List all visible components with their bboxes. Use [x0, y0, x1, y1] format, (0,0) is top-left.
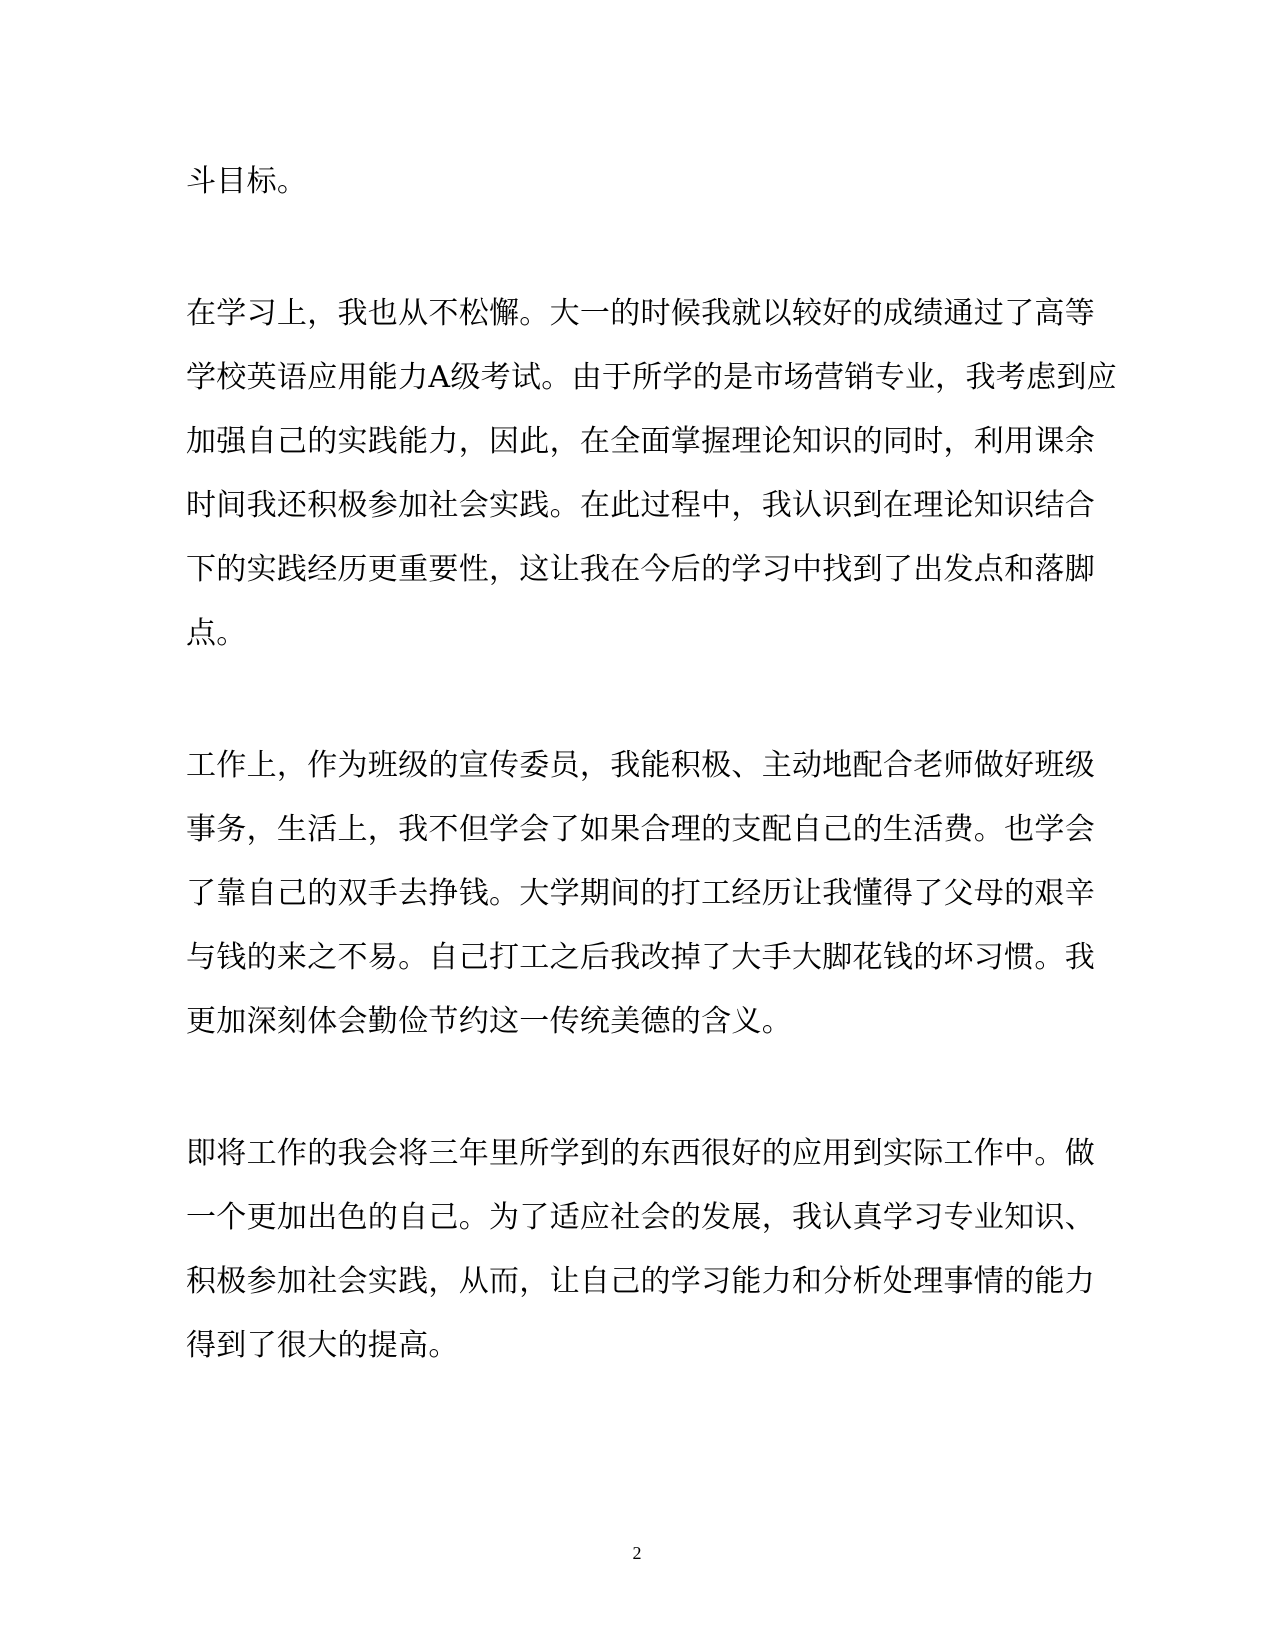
paragraph-4-line-3: 积极参加社会实践，从而，让自己的学习能力和分析处理事情的能力 — [186, 1264, 1095, 1299]
paragraph-2-line-5: 下的实践经历更重要性，这让我在今后的学习中找到了出发点和落脚 — [186, 552, 1095, 587]
page-number: 2 — [632, 1543, 642, 1563]
paragraph-3-line-2: 事务，生活上，我不但学会了如果合理的支配自己的生活费。也学会 — [186, 812, 1095, 847]
paragraph-2-line-3: 加强自己的实践能力，因此，在全面掌握理论知识的同时，利用课余 — [186, 424, 1095, 459]
paragraph-4-line-4: 得到了很大的提高。 — [186, 1328, 459, 1363]
paragraph-3-line-3: 了靠自己的双手去挣钱。大学期间的打工经历让我懂得了父母的艰辛 — [186, 876, 1095, 911]
paragraph-2-line-4: 时间我还积极参加社会实践。在此过程中，我认识到在理论知识结合 — [186, 488, 1095, 523]
paragraph-3-line-5: 更加深刻体会勤俭节约这一传统美德的含义。 — [186, 1004, 792, 1039]
paragraph-2-line-2: 学校英语应用能力A级考试。由于所学的是市场营销专业，我考虑到应 — [186, 360, 1117, 395]
paragraph-2-line-1: 在学习上，我也从不松懈。大一的时候我就以较好的成绩通过了高等 — [186, 296, 1095, 331]
paragraph-2-line-6: 点。 — [186, 616, 247, 651]
paragraph-4-line-1: 即将工作的我会将三年里所学到的东西很好的应用到实际工作中。做 — [186, 1136, 1095, 1171]
paragraph-4-line-2: 一个更加出色的自己。为了适应社会的发展，我认真学习专业知识、 — [186, 1200, 1095, 1235]
paragraph-3-line-1: 工作上，作为班级的宣传委员，我能积极、主动地配合老师做好班级 — [186, 748, 1095, 783]
paragraph-1-line-1: 斗目标。 — [186, 164, 308, 199]
paragraph-3-line-4: 与钱的来之不易。自己打工之后我改掉了大手大脚花钱的坏习惯。我 — [186, 940, 1095, 975]
